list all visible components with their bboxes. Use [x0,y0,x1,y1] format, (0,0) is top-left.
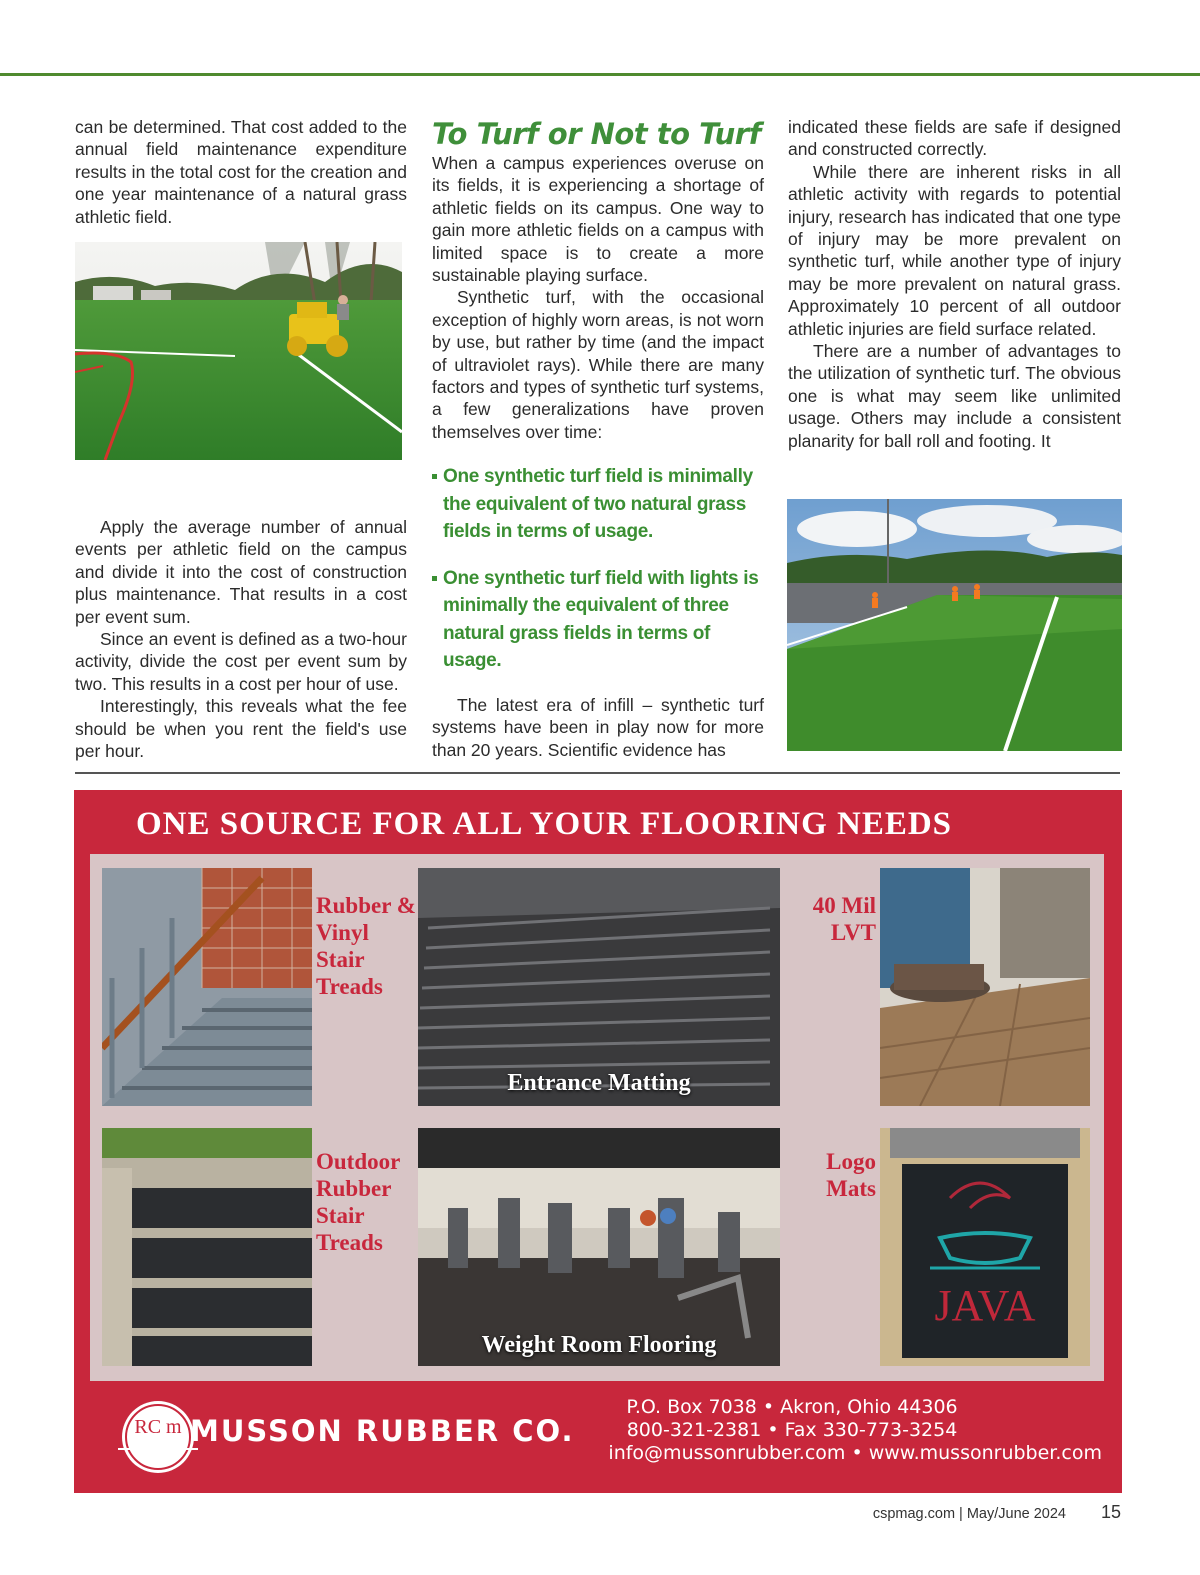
section-title: To Turf or Not to Turf [432,117,761,151]
footer-site: cspmag.com | May/June 2024 [872,1506,1066,1522]
paragraph: The latest era of infill – synthetic turf systems have been in play now for more than 20 years. Scientific evidence has [432,694,764,760]
company-address: P.O. Box 7038 • Akron, Ohio 44306 [626,1396,958,1418]
entrance-matting-caption: Entrance Matting [507,1070,691,1096]
stair-treads-label: Rubber & Vinyl Stair Treads [316,893,416,999]
column-3 [788,116,1121,452]
company-logo [118,1397,198,1477]
entrance-matting-image [418,868,780,1106]
weight-room-image [418,1128,780,1366]
paragraph: indicated these fields are safe if designed and constructed correctly. [788,117,1121,160]
bullet-item: One synthetic turf field with lights is minimally the equivalent of three natural grass fields in terms of usage. [432,565,764,675]
paragraph: Interestingly, this reveals what the fee should be when you rent the field's use per hour. [75,696,407,762]
bullet-item: One synthetic turf field is minimally the equivalent of two natural grass fields in terms of usage. [432,463,764,546]
section-divider [75,772,1120,774]
turf-installation-photo [787,499,1122,751]
outdoor-treads-label: Outdoor Rubber Stair Treads [316,1149,400,1255]
field-roller-photo [75,242,402,460]
ad-heading: ONE SOURCE FOR ALL YOUR FLOORING NEEDS [135,806,953,842]
paragraph: Apply the average number of annual events per athletic field on the campus and divide it into the cost of construction plus maintenance. That results in a cost per event sum. [75,517,407,627]
logo-mat-text: JAVA [934,1281,1036,1330]
lvt-label: 40 Mil LVT [812,893,876,945]
logo-mat-image [880,1128,1090,1366]
paragraph: There are a number of advantages to the utilization of synthetic turf. The obvious one is what may seem like unlimited usage. Others may include a consistent planarity for ball roll and footing. It [788,341,1121,451]
top-rule [0,73,1200,76]
paragraph: Since an event is defined as a two-hour activity, divide the cost per event sum by two. This results in a cost per hour of use. [75,629,407,694]
paragraph: can be determined. That cost added to the annual field maintenance expenditure results in the total cost for the creation and one year maintenance of a natural grass athletic field. [75,117,407,227]
stair-treads-image [102,868,312,1106]
bullet-list [432,463,764,675]
company-phone: 800-321-2381 • Fax 330-773-3254 [626,1419,958,1441]
flooring-advertisement[interactable] [74,790,1122,1493]
outdoor-treads-image [102,1128,312,1366]
lvt-flooring-image [880,868,1090,1106]
weight-room-caption: Weight Room Flooring [481,1332,717,1358]
page-number: 15 [1100,1502,1121,1522]
ad-product-panel [90,854,1104,1381]
ad-footer [74,1380,1122,1493]
logo-initials: RC m [134,1416,182,1438]
paragraph: When a campus experiences overuse on its fields, it is experiencing a shortage of athletic fields on its campus. One way to gain more athletic fields on a campus with limited space is to create a more sustainable playing surface. [432,153,764,286]
logo-mats-label: Logo Mats [826,1149,876,1201]
paragraph: Synthetic turf, with the occasional exception of highly worn areas, is not worn by use, but rather by time (and the impact of ultraviolet rays). While there are many factors and types of synthetic turf systems, a few generalizations have proven themselves over time: [432,287,764,442]
paragraph: While there are inherent risks in all athletic activity with regards to potential injury, research has indicated that one type of injury may be more prevalent on synthetic turf, while another type of injury may be more prevalent on natural grass. Approximately 10 percent of all outdoor athletic injuries are field surface related. [788,161,1121,339]
company-web[interactable]: info@mussonrubber.com • www.mussonrubber.com [608,1442,1102,1464]
company-name: MUSSON RUBBER CO. [190,1414,575,1448]
column-2 [432,116,764,761]
